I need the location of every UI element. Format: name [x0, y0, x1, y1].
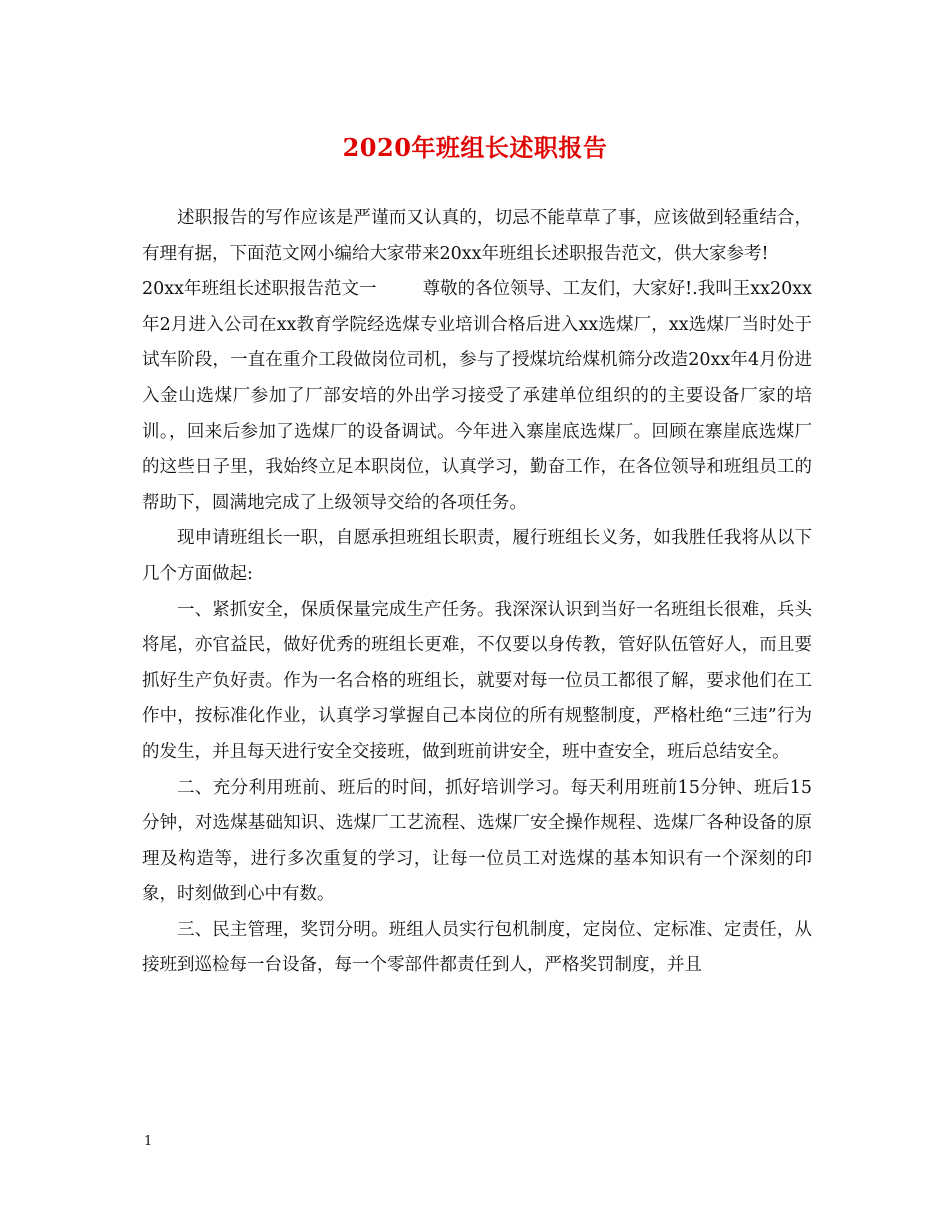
- body-paragraph: 现申请班组长一职，自愿承担班组长职责，履行班组长义务，如我胜任我将从以下几个方面做起:: [142, 528, 812, 584]
- page-number: 1: [144, 1134, 153, 1149]
- body-paragraph: 二、充分利用班前、班后的时间，抓好培训学习。每天利用班前15分钟、班后15分钟，对选煤基础知识、选煤厂工艺流程、选煤厂安全操作规程、选煤厂各种设备的原理及构造等，进行多次重复的学习，让每一位员工对选煤的基本知识有一个深刻的印象，时刻做到心中有数。: [142, 777, 812, 905]
- intro-paragraph: 述职报告的写作应该是严谨而又认真的，切忌不能草草了事，应该做到轻重结合，有理有据，下面范文网小编给大家带来20xx年班组长述职报告范文，供大家参考!: [142, 208, 812, 264]
- body-paragraph: 三、民主管理，奖罚分明。班组人员实行包机制度，定岗位、定标准、定责任，从接班到巡检每一台设备，每一个零部件都责任到人，严格奖罚制度，并且: [142, 919, 812, 976]
- page-title: 2020年班组长述职报告: [342, 133, 608, 162]
- body-paragraph: 一、紧抓安全，保质保量完成生产任务。我深深认识到当好一名班组长很难，兵头将尾，亦官益民，做好优秀的班组长更难，不仅要以身传教，管好队伍管好人，而且要抓好生产负好责。作为一名合格的班组长，就要对每一位员工都很了解，要求他们在工作中，按标准化作业，认真学习掌握自己本岗位的所有规整制度，严格杜绝“三违”行为的发生，并且每天进行安全交接班，做到班前讲安全，班中查安全，班后总结安全。: [142, 599, 812, 762]
- section-heading: 20xx年班组长述职报告范文一: [142, 279, 377, 300]
- section-paragraph: [142, 272, 812, 521]
- section-body: 尊敬的各位领导、工友们，大家好!.我叫王xx20xx年2月进入公司在xx教育学院经选煤专业培训合格后进入xx选煤厂，xx选煤厂当时处于试车阶段，一直在重介工段做岗位司机，参与了授煤坑给煤机筛分改造20xx年4月份进入金山选煤厂参加了厂部安培的外出学习接受了承建单位组织的的主要设备厂家的培训。，回来后参加了选煤厂的设备调试。今年进入寨崖底选煤厂。回顾在寨崖底选煤厂的这些日子里，我始终立足本职岗位，认真学习，勤奋工作，在各位领导和班组员工的帮助下，圆满地完成了上级领导交给的各项任务。: [142, 279, 812, 513]
- document-body: [142, 201, 812, 984]
